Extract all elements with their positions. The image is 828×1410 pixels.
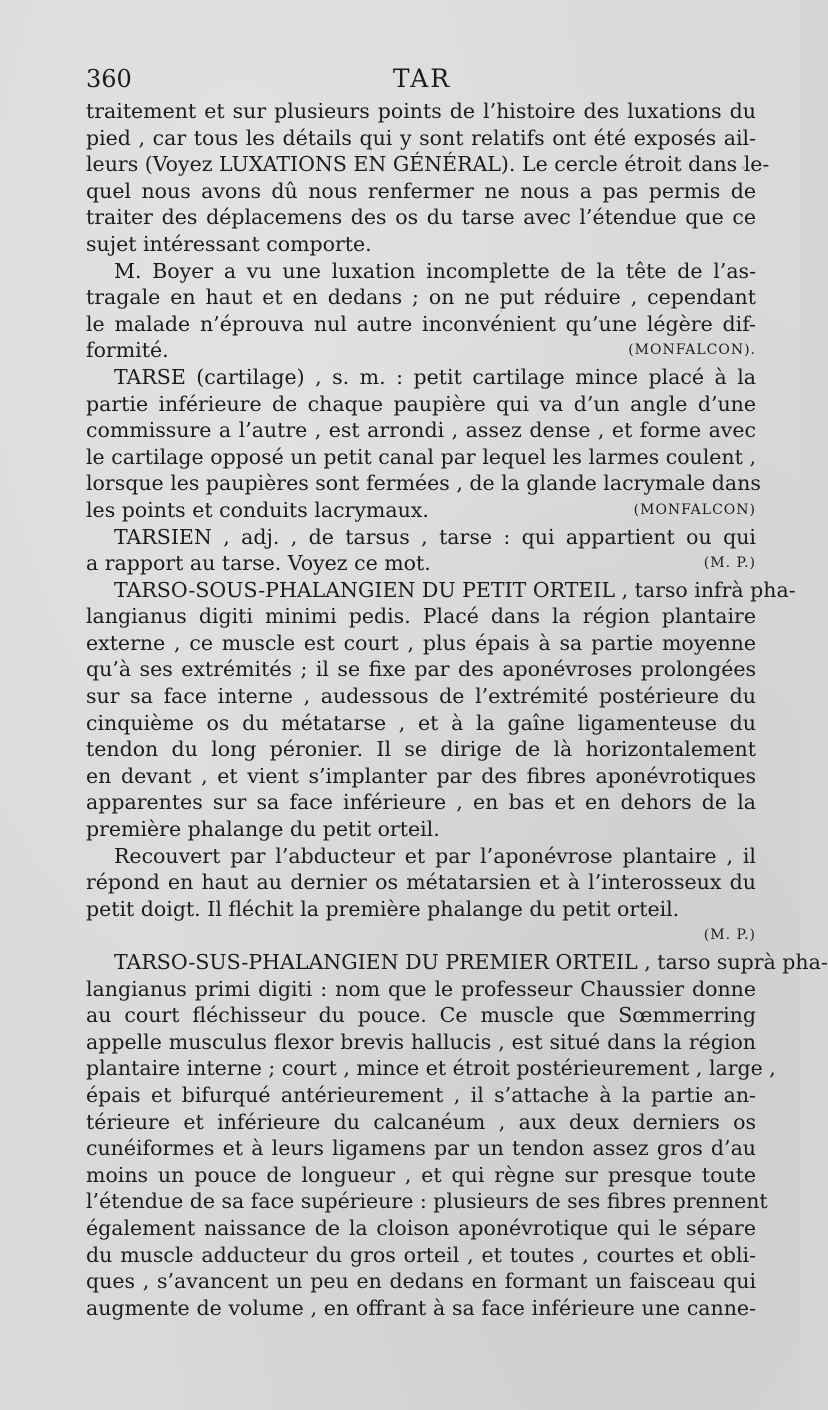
signature-mp-2: (M. P.) — [703, 927, 756, 944]
signature-monfalcon: (MONFALCON). — [628, 342, 756, 359]
paper-speck — [742, 166, 745, 169]
entry-tarso-sous-phalangien: TARSO-SOUS-PHALANGIEN DU PETIT ORTEIL , tarso infrà pha- — [114, 577, 796, 602]
paper-speck — [620, 1180, 622, 1182]
paper-speck — [460, 900, 462, 902]
text-line: traiter des déplacemens des os du tarse avec l’étendue que ce — [86, 205, 756, 230]
text-line: moins un pouce de longueur , et qui règne sur presque toute — [86, 1162, 756, 1187]
signature-mp: (M. P.) — [703, 555, 756, 572]
running-head — [86, 62, 758, 96]
text-line: en devant , et vient s’implanter par des fibres aponévrotiques — [86, 763, 756, 788]
signature-monfalcon-2: (MONFALCON) — [633, 501, 756, 518]
text-line: commissure a l’autre , est arrondi , assez dense , et forme avec — [86, 418, 756, 443]
text-line: au court fléchisseur du pouce. Ce muscle que Sœmmerring — [86, 1003, 756, 1028]
text-line: apparentes sur sa face inférieure , en bas et en dehors de la — [86, 790, 756, 815]
text-line: première phalange du petit orteil. — [86, 817, 440, 842]
text-line: ques , s’avancent un peu en dedans en formant un faisceau qui — [86, 1269, 756, 1294]
page-number: 360 — [86, 65, 132, 93]
paper-speck — [500, 310, 502, 312]
text-line: du muscle adducteur du gros orteil , et toutes , courtes et obli- — [86, 1242, 756, 1267]
text-line: également naissance de la cloison aponévrotique qui le sépare — [86, 1215, 756, 1240]
text-line: tendon du long péronier. Il se dirige de là horizontalement — [86, 737, 756, 762]
text-line: épais et bifurqué antérieurement , il s’attache à la partie an- — [86, 1082, 756, 1107]
text-line: formité. — [86, 338, 169, 363]
text-line: plantaire interne ; court , mince et étroit postérieurement , large , — [86, 1056, 776, 1081]
text-line: cinquième os du métatarse , et à la gaîne ligamenteuse du — [86, 710, 756, 735]
text-line: appelle musculus flexor brevis hallucis , est situé dans la région — [86, 1029, 756, 1054]
text-line: M. Boyer a vu une luxation incomplette de la tête de l’as- — [114, 258, 756, 283]
text-line: augmente de volume , en offrant à sa face inférieure une canne- — [86, 1295, 756, 1320]
text-line: sur sa face interne , audessous de l’extrémité postérieure du — [86, 684, 756, 709]
running-title: TAR — [392, 64, 452, 93]
text-line: cunéiformes et à leurs ligamens par un tendon assez gros d’au — [86, 1136, 756, 1161]
text-line: le malade n’éprouva nul autre inconvénient qu’une légère dif- — [86, 311, 756, 336]
text-line: langianus primi digiti : nom que le professeur Chaussier donne — [86, 976, 756, 1001]
text-line: a rapport au tarse. Voyez ce mot. — [86, 551, 431, 576]
text-line: l’étendue de sa face supérieure : plusieurs de ses fibres prennent — [86, 1189, 768, 1214]
text-line: le cartilage opposé un petit canal par lequel les larmes coulent , — [86, 444, 756, 469]
entry-tarse: TARSE (cartilage) , s. m. : petit cartilage mince placé à la — [114, 364, 756, 389]
text-line: sujet intéressant comporte. — [86, 231, 372, 256]
text-line: partie inférieure de chaque paupière qui va d’un angle d’une — [86, 391, 756, 416]
text-line: pied , car tous les détails qui y sont relatifs ont été exposés ail- — [86, 125, 756, 150]
text-line: qu’à ses extrémités ; il se fixe par des aponévroses prolongées — [86, 657, 756, 682]
text-line: leurs (Voyez LUXATIONS EN GÉNÉRAL). Le cercle étroit dans le- — [86, 152, 770, 177]
body-text — [86, 98, 828, 1321]
text-line: langianus digiti minimi pedis. Placé dans la région plantaire — [86, 604, 756, 629]
text-line: Recouvert par l’abducteur et par l’aponévrose plantaire , il — [114, 843, 756, 868]
text-line: les points et conduits lacrymaux. — [86, 497, 429, 522]
text-line: quel nous avons dû nous renfermer ne nous a pas permis de — [86, 178, 756, 203]
text-line: traitement et sur plusieurs points de l’histoire des luxations du — [86, 99, 756, 123]
text-line: répond en haut au dernier os métatarsien et à l’interosseux du — [86, 870, 756, 895]
text-line: externe , ce muscle est court , plus épais à sa partie moyenne — [86, 630, 756, 655]
text-line: lorsque les paupières sont fermées , de la glande lacrymale dans — [86, 471, 761, 496]
entry-tarsien: TARSIEN , adj. , de tarsus , tarse : qui appartient ou qui — [114, 524, 756, 549]
text-line: tragale en haut et en dedans ; on ne put réduire , cependant — [86, 285, 756, 310]
text-line: térieure et inférieure du calcanéum , aux deux derniers os — [86, 1109, 756, 1134]
entry-tarso-sus-phalangien: TARSO-SUS-PHALANGIEN DU PREMIER ORTEIL , tarso suprà pha- — [114, 950, 828, 974]
text-line: petit doigt. Il fléchit la première phalange du petit orteil. — [86, 896, 680, 921]
